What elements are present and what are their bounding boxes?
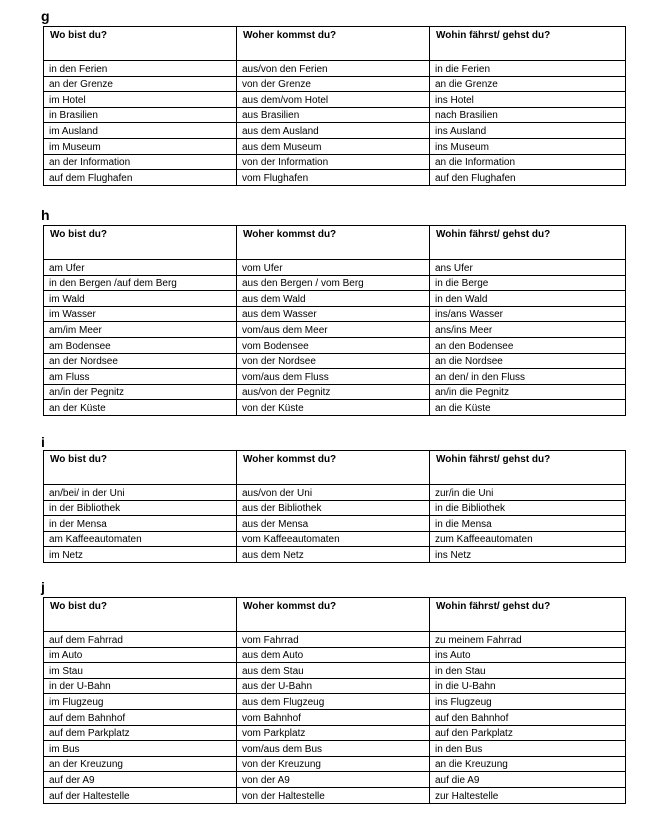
cell-wo: am Ufer xyxy=(44,260,237,276)
table-row xyxy=(44,516,626,532)
cell-woher: aus den Bergen / vom Berg xyxy=(237,275,430,291)
table-row xyxy=(44,663,626,679)
cell-wo: auf der Haltestelle xyxy=(44,787,237,803)
cell-wohin: zur Haltestelle xyxy=(430,787,626,803)
cell-wo: im Museum xyxy=(44,138,237,154)
cell-wohin: ans/ins Meer xyxy=(430,322,626,338)
cell-wo: auf dem Parkplatz xyxy=(44,725,237,741)
cell-woher: vom Flughafen xyxy=(237,170,430,186)
table-row xyxy=(44,170,626,186)
cell-woher: aus dem Museum xyxy=(237,138,430,154)
cell-wo: an/in der Pegnitz xyxy=(44,384,237,400)
cell-wohin: in die Ferien xyxy=(430,61,626,77)
section-label-i: i xyxy=(41,434,45,450)
cell-wohin: an die Küste xyxy=(430,400,626,416)
section-label-h: h xyxy=(41,207,50,223)
cell-woher: vom Bahnhof xyxy=(237,709,430,725)
table-row xyxy=(44,500,626,516)
cell-woher: vom Ufer xyxy=(237,260,430,276)
table-h xyxy=(43,225,626,416)
table-row xyxy=(44,275,626,291)
cell-woher: aus dem Auto xyxy=(237,647,430,663)
cell-wohin: nach Brasilien xyxy=(430,107,626,123)
table-row xyxy=(44,306,626,322)
table-row xyxy=(44,547,626,563)
table-j xyxy=(43,597,626,804)
table-row xyxy=(44,741,626,757)
cell-wohin: an die Grenze xyxy=(430,76,626,92)
cell-wohin: an/in die Pegnitz xyxy=(430,384,626,400)
cell-woher: von der Grenze xyxy=(237,76,430,92)
cell-wo: im Flugzeug xyxy=(44,694,237,710)
cell-wohin: auf den Parkplatz xyxy=(430,725,626,741)
cell-wo: in Brasilien xyxy=(44,107,237,123)
cell-woher: aus dem Stau xyxy=(237,663,430,679)
cell-woher: aus der Bibliothek xyxy=(237,500,430,516)
header-wo: Wo bist du? xyxy=(44,451,237,485)
cell-wohin: an den Bodensee xyxy=(430,337,626,353)
header-wo: Wo bist du? xyxy=(44,226,237,260)
table-row xyxy=(44,531,626,547)
header-woher: Woher kommst du? xyxy=(237,598,430,632)
cell-wo: in den Ferien xyxy=(44,61,237,77)
table-header-row xyxy=(44,226,626,260)
table-row xyxy=(44,772,626,788)
header-wohin: Wohin fährst/ gehst du? xyxy=(430,598,626,632)
table-header-row xyxy=(44,451,626,485)
cell-wohin: auf die A9 xyxy=(430,772,626,788)
cell-woher: vom Fahrrad xyxy=(237,632,430,648)
table-row xyxy=(44,647,626,663)
cell-woher: von der Haltestelle xyxy=(237,787,430,803)
cell-woher: vom Bodensee xyxy=(237,337,430,353)
cell-wo: im Ausland xyxy=(44,123,237,139)
table-row xyxy=(44,92,626,108)
table-row xyxy=(44,485,626,501)
table-row xyxy=(44,678,626,694)
cell-woher: von der Nordsee xyxy=(237,353,430,369)
cell-wo: an der Grenze xyxy=(44,76,237,92)
table-row xyxy=(44,400,626,416)
cell-wo: im Hotel xyxy=(44,92,237,108)
cell-wo: an der Information xyxy=(44,154,237,170)
cell-woher: von der Kreuzung xyxy=(237,756,430,772)
cell-woher: aus der U-Bahn xyxy=(237,678,430,694)
cell-wohin: in den Bus xyxy=(430,741,626,757)
cell-wo: in der Bibliothek xyxy=(44,500,237,516)
cell-wo: an/bei/ in der Uni xyxy=(44,485,237,501)
table-row xyxy=(44,154,626,170)
cell-wohin: auf den Flughafen xyxy=(430,170,626,186)
cell-woher: vom/aus dem Meer xyxy=(237,322,430,338)
cell-wohin: ins/ans Wasser xyxy=(430,306,626,322)
cell-woher: von der A9 xyxy=(237,772,430,788)
cell-wohin: an die Nordsee xyxy=(430,353,626,369)
header-wohin: Wohin fährst/ gehst du? xyxy=(430,226,626,260)
cell-wo: im Wald xyxy=(44,291,237,307)
cell-wo: an der Küste xyxy=(44,400,237,416)
cell-wohin: zum Kaffeeautomaten xyxy=(430,531,626,547)
cell-wo: am/im Meer xyxy=(44,322,237,338)
cell-wohin: ans Ufer xyxy=(430,260,626,276)
cell-woher: aus dem/vom Hotel xyxy=(237,92,430,108)
cell-wohin: in die Mensa xyxy=(430,516,626,532)
section-label-j: j xyxy=(41,579,45,595)
cell-wohin: ins Auto xyxy=(430,647,626,663)
cell-wohin: in den Wald xyxy=(430,291,626,307)
cell-wo: auf dem Bahnhof xyxy=(44,709,237,725)
table-row xyxy=(44,369,626,385)
cell-wo: auf dem Fahrrad xyxy=(44,632,237,648)
table-row xyxy=(44,353,626,369)
cell-wohin: zur/in die Uni xyxy=(430,485,626,501)
cell-wohin: in die Bibliothek xyxy=(430,500,626,516)
cell-woher: aus dem Ausland xyxy=(237,123,430,139)
cell-wohin: an die Information xyxy=(430,154,626,170)
cell-woher: aus dem Netz xyxy=(237,547,430,563)
cell-wo: am Kaffeeautomaten xyxy=(44,531,237,547)
cell-wohin: in die Berge xyxy=(430,275,626,291)
cell-wohin: ins Flugzeug xyxy=(430,694,626,710)
cell-wohin: ins Museum xyxy=(430,138,626,154)
cell-wohin: in den Stau xyxy=(430,663,626,679)
table-header-row xyxy=(44,27,626,61)
cell-woher: aus Brasilien xyxy=(237,107,430,123)
header-woher: Woher kommst du? xyxy=(237,27,430,61)
cell-wo: auf der A9 xyxy=(44,772,237,788)
table-row xyxy=(44,107,626,123)
cell-wohin: zu meinem Fahrrad xyxy=(430,632,626,648)
cell-wo: in der U-Bahn xyxy=(44,678,237,694)
cell-woher: aus/von der Pegnitz xyxy=(237,384,430,400)
header-woher: Woher kommst du? xyxy=(237,226,430,260)
cell-wohin: an den/ in den Fluss xyxy=(430,369,626,385)
cell-wohin: auf den Bahnhof xyxy=(430,709,626,725)
cell-woher: aus/von den Ferien xyxy=(237,61,430,77)
table-row xyxy=(44,260,626,276)
cell-wo: am Fluss xyxy=(44,369,237,385)
table-header-row xyxy=(44,598,626,632)
cell-wo: an der Kreuzung xyxy=(44,756,237,772)
header-woher: Woher kommst du? xyxy=(237,451,430,485)
cell-woher: aus dem Wald xyxy=(237,291,430,307)
header-wohin: Wohin fährst/ gehst du? xyxy=(430,451,626,485)
table-row xyxy=(44,76,626,92)
table-row xyxy=(44,322,626,338)
header-wo: Wo bist du? xyxy=(44,27,237,61)
cell-woher: von der Küste xyxy=(237,400,430,416)
table-row xyxy=(44,291,626,307)
cell-wohin: an die Kreuzung xyxy=(430,756,626,772)
cell-wo: am Bodensee xyxy=(44,337,237,353)
table-row xyxy=(44,384,626,400)
table-row xyxy=(44,123,626,139)
table-row xyxy=(44,756,626,772)
cell-woher: vom Kaffeeautomaten xyxy=(237,531,430,547)
table-row xyxy=(44,337,626,353)
table-row xyxy=(44,709,626,725)
section-label-g: g xyxy=(41,8,50,24)
cell-wohin: ins Netz xyxy=(430,547,626,563)
cell-wo: im Stau xyxy=(44,663,237,679)
table-row xyxy=(44,138,626,154)
cell-woher: vom Parkplatz xyxy=(237,725,430,741)
header-wo: Wo bist du? xyxy=(44,598,237,632)
table-row xyxy=(44,787,626,803)
cell-wo: im Wasser xyxy=(44,306,237,322)
cell-woher: vom/aus dem Fluss xyxy=(237,369,430,385)
cell-wohin: ins Hotel xyxy=(430,92,626,108)
table-row xyxy=(44,632,626,648)
cell-wo: in der Mensa xyxy=(44,516,237,532)
cell-wohin: ins Ausland xyxy=(430,123,626,139)
cell-wo: im Netz xyxy=(44,547,237,563)
table-g xyxy=(43,26,626,186)
cell-wohin: in die U-Bahn xyxy=(430,678,626,694)
cell-wo: in den Bergen /auf dem Berg xyxy=(44,275,237,291)
table-row xyxy=(44,61,626,77)
header-wohin: Wohin fährst/ gehst du? xyxy=(430,27,626,61)
cell-woher: aus dem Flugzeug xyxy=(237,694,430,710)
cell-wo: an der Nordsee xyxy=(44,353,237,369)
table-row xyxy=(44,694,626,710)
cell-woher: aus dem Wasser xyxy=(237,306,430,322)
table-row xyxy=(44,725,626,741)
cell-woher: von der Information xyxy=(237,154,430,170)
cell-woher: aus/von der Uni xyxy=(237,485,430,501)
cell-woher: aus der Mensa xyxy=(237,516,430,532)
table-i xyxy=(43,450,626,563)
cell-wo: im Bus xyxy=(44,741,237,757)
cell-wo: auf dem Flughafen xyxy=(44,170,237,186)
cell-woher: vom/aus dem Bus xyxy=(237,741,430,757)
cell-wo: im Auto xyxy=(44,647,237,663)
